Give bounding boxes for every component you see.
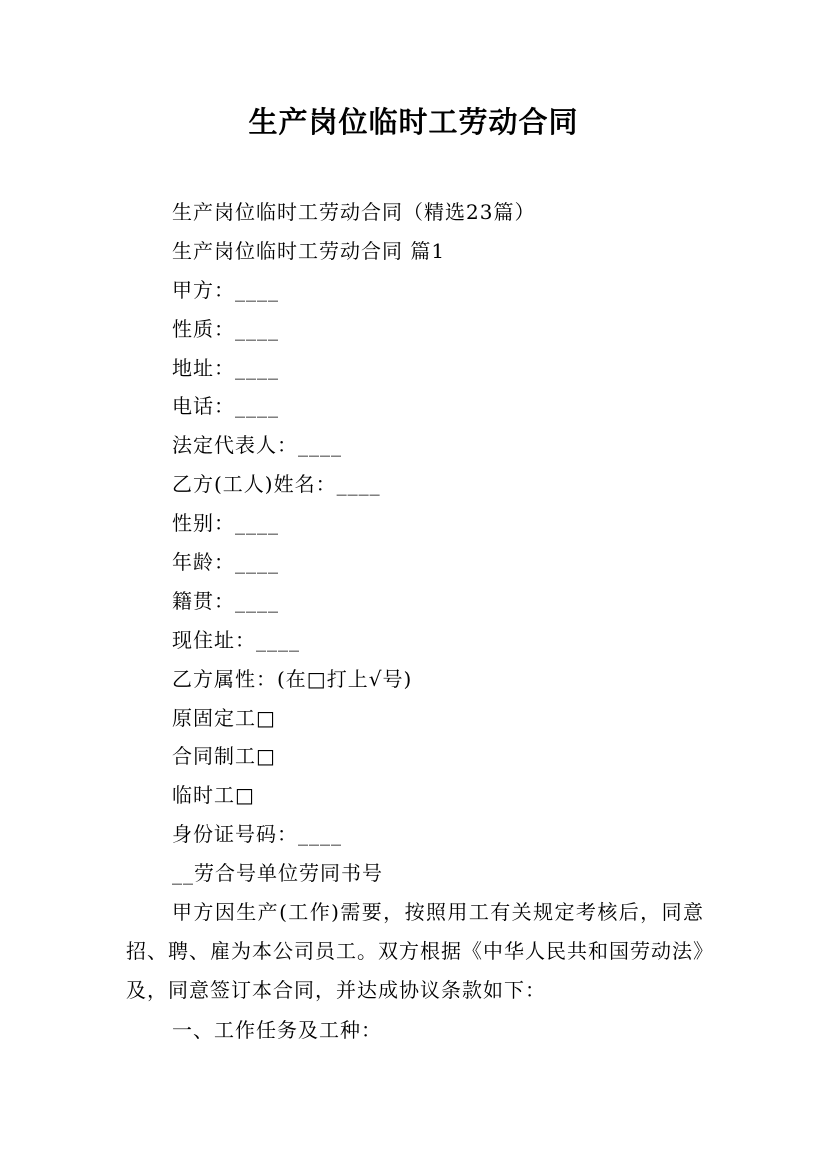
option-contract-worker: 合同制工□: [172, 744, 276, 769]
id-number-field: 身份证号码：____: [172, 822, 342, 847]
option-original-fixed-worker: 原固定工□: [172, 705, 276, 730]
legal-representative-field: 法定代表人：____: [172, 433, 342, 458]
party-a-field: 甲方：____: [172, 277, 279, 302]
gender-field: 性别：____: [172, 511, 279, 536]
age-field: 年龄：____: [172, 550, 279, 575]
phone-field: 电话：____: [172, 394, 279, 419]
option-temporary-worker: 临时工□: [172, 783, 255, 808]
contract-fields-list: [172, 193, 732, 893]
subtitle-line: 生产岗位临时工劳动合同（精选23篇）: [172, 200, 536, 224]
document-title: 生产岗位临时工劳动合同: [248, 105, 579, 139]
address-field: 地址：____: [172, 355, 279, 380]
party-b-name-field: 乙方(工人)姓名：____: [172, 472, 381, 497]
native-place-field: 籍贯：____: [172, 588, 279, 613]
current-address-field: 现住址：____: [172, 627, 300, 652]
intro-paragraph: 甲方因生产(工作)需要，按照用工有关规定考核后，同意招、聘、雇为本公司员工。双方根据《中华人民共和国劳动法》及，同意签订本合同，并达成协议条款如下：: [126, 900, 704, 1002]
nature-field: 性质：____: [172, 316, 279, 341]
chapter-heading: 生产岗位临时工劳动合同 篇1: [172, 238, 446, 263]
party-b-attribute-line: 乙方属性：(在□打上√号): [172, 666, 413, 691]
contract-number-line: __劳合号单位劳同书号: [172, 861, 383, 886]
section-heading: 一、工作任务及工种：: [172, 1018, 382, 1042]
